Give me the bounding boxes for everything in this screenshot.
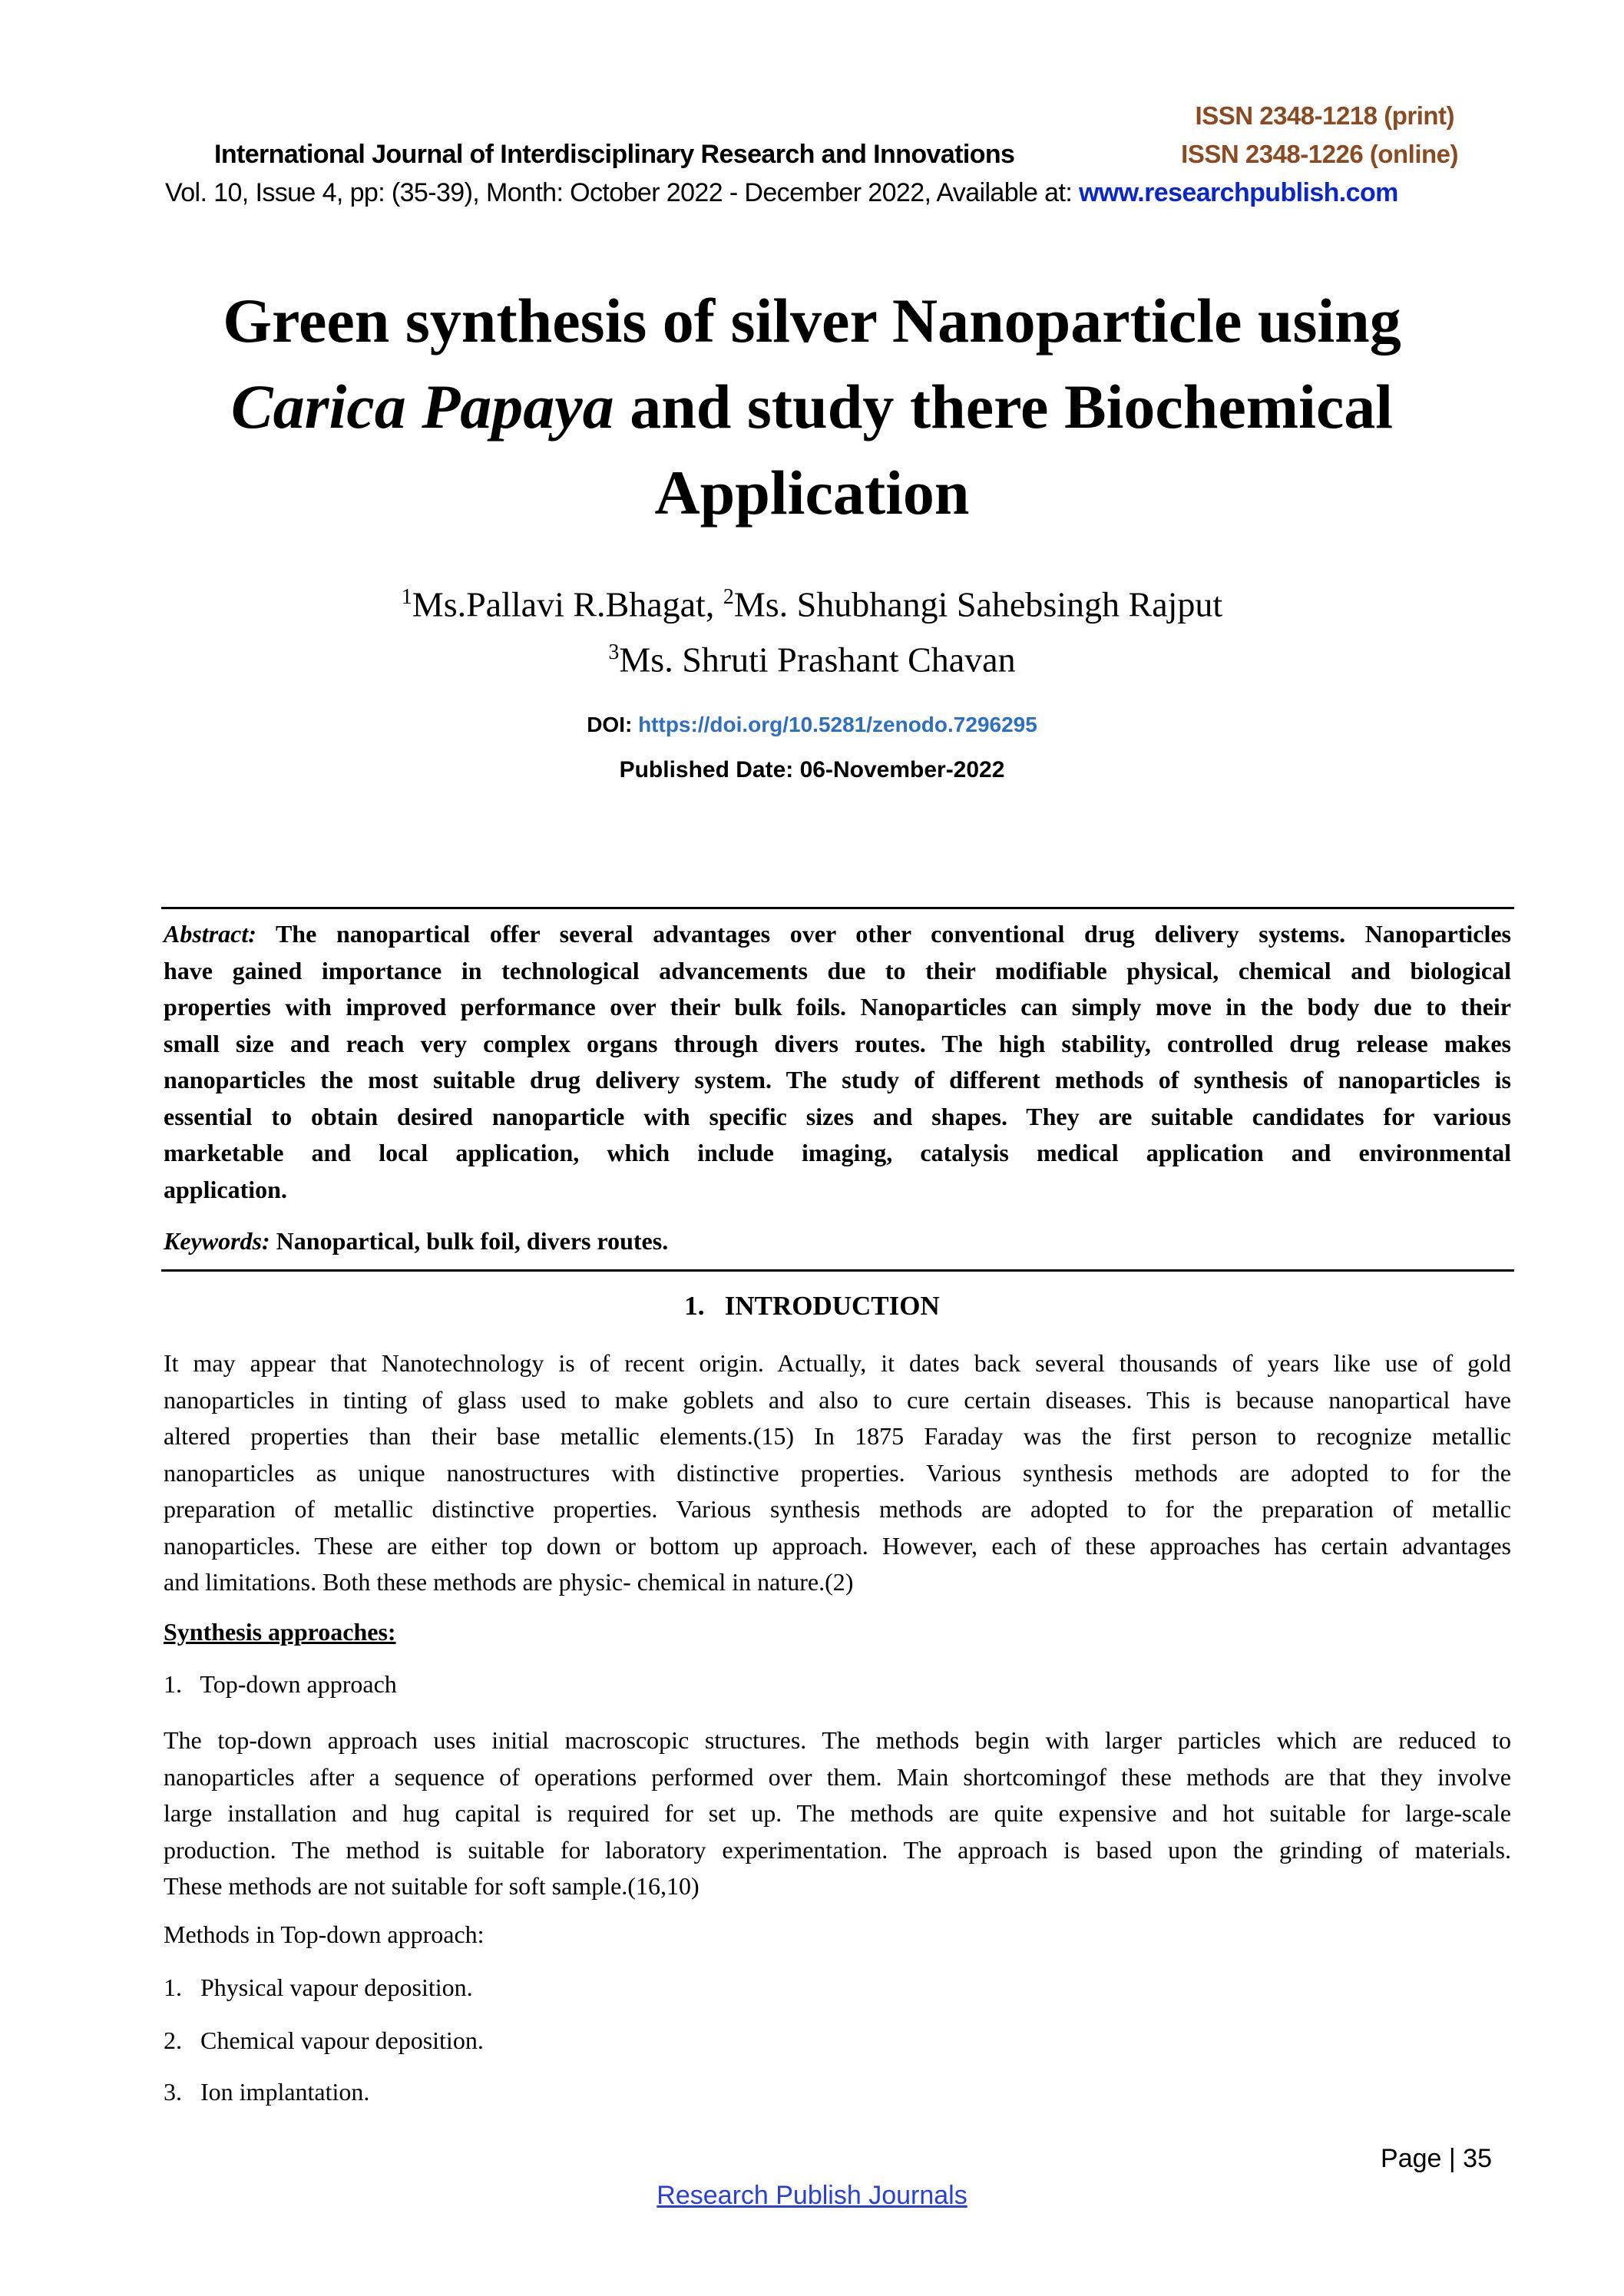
abstract-label: Abstract: bbox=[164, 920, 256, 948]
list-item: 2. Chemical vapour deposition. bbox=[164, 2026, 484, 2054]
abstract-line: nanoparticles the most suitable drug delivery system. The study of different methods of synthesis of nanoparticles is bbox=[164, 1066, 1511, 1093]
author: Ms. Shubhangi Sahebsingh Rajput bbox=[733, 584, 1223, 624]
topdown-paragraph bbox=[164, 1722, 1511, 1905]
methods-heading: Methods in Top-down approach: bbox=[164, 1921, 485, 1948]
abstract-line: have gained importance in technological advancements due to their modifiable physical, chemical and biological bbox=[164, 956, 1511, 984]
keywords-label: Keywords: bbox=[164, 1227, 270, 1255]
volume-info bbox=[165, 178, 1398, 208]
author-affil: 2 bbox=[723, 585, 734, 609]
text-line: large installation and hug capital is required for set up. The methods are quite expensive and hot suitable for large-scale bbox=[164, 1799, 1511, 1827]
paper-title bbox=[0, 278, 1624, 536]
abstract-line: essential to obtain desired nanoparticle with specific sizes and shapes. They are suitable candidates for various bbox=[164, 1102, 1511, 1130]
list-item: 1. Physical vapour deposition. bbox=[164, 1973, 473, 2001]
subheading: Synthesis approaches: bbox=[164, 1618, 396, 1646]
abstract-line: properties with improved performance over their bulk foils. Nanoparticles can simply move in the body due to their bbox=[164, 993, 1511, 1021]
authors bbox=[0, 573, 1624, 684]
keywords bbox=[164, 1223, 1511, 1260]
list-item: 1. Top-down approach bbox=[164, 1670, 397, 1698]
doi-link[interactable]: https://doi.org/10.5281/zenodo.7296295 bbox=[638, 713, 1037, 736]
abstract-line: marketable and local application, which include imaging, catalysis medical application and environmental bbox=[164, 1139, 1511, 1166]
keywords-text: Nanopartical, bulk foil, divers routes. bbox=[270, 1227, 669, 1255]
author-affil: 3 bbox=[608, 640, 620, 665]
text-line: nanoparticles after a sequence of operations performed over them. Main shortcomingof these methods are that they involve bbox=[164, 1762, 1511, 1791]
title-line: Green synthesis of silver Nanoparticle using bbox=[223, 286, 1401, 356]
text-line: nanoparticles as unique nanostructures with distinctive properties. Various synthesis methods are adopted to for the bbox=[164, 1458, 1511, 1487]
text-line: nanoparticles. These are either top down or bottom up approach. However, each of these approaches has certain advantages bbox=[164, 1531, 1511, 1560]
author: Ms. Shruti Prashant Chavan bbox=[619, 640, 1016, 680]
text-line: nanoparticles in tinting of glass used to make goblets and also to cure certain diseases. This is because nanopartical have bbox=[164, 1385, 1511, 1414]
title-line bbox=[0, 364, 1624, 450]
issn-print: ISSN 2348-1218 (print) bbox=[1195, 101, 1454, 130]
volume-text: Vol. 10, Issue 4, pp: (35-39), Month: October 2022 - December 2022, Available at: bbox=[165, 178, 1080, 207]
intro-paragraph bbox=[164, 1345, 1511, 1601]
website-link[interactable]: www.researchpublish.com bbox=[1079, 178, 1398, 207]
title-text: and study there Biochemical bbox=[614, 372, 1394, 442]
text-line: preparation of metallic distinctive properties. Various synthesis methods are adopted to for the preparation of metallic bbox=[164, 1495, 1511, 1523]
abstract bbox=[164, 916, 1511, 1208]
text-line: It may appear that Nanotechnology is of recent origin. Actually, it dates back several thousands of years like use of gold bbox=[164, 1349, 1511, 1377]
text-line: The top-down approach uses initial macroscopic structures. The methods begin with larger particles which are reduced to bbox=[164, 1726, 1511, 1754]
abstract-line: The nanopartical offer several advantages over other conventional drug delivery systems. Nanoparticles bbox=[256, 920, 1511, 948]
list-item: 3. Ion implantation. bbox=[164, 2078, 370, 2106]
text-line: These methods are not suitable for soft sample.(16,10) bbox=[164, 1872, 700, 1900]
text-line: production. The method is suitable for laboratory experimentation. The approach is based upon the grinding of materials. bbox=[164, 1835, 1511, 1864]
journal-name: International Journal of Interdisciplinary Research and Innovations bbox=[214, 140, 1015, 169]
text-line: altered properties than their base metallic elements.(15) In 1875 Faraday was the first person to recognize metallic bbox=[164, 1422, 1511, 1450]
published-date: Published Date: 06-November-2022 bbox=[619, 757, 1005, 782]
author-affil: 1 bbox=[401, 585, 412, 609]
author: Ms.Pallavi R.Bhagat, bbox=[412, 584, 723, 624]
text-line: and limitations. Both these methods are physic- chemical in nature.(2) bbox=[164, 1568, 854, 1596]
divider bbox=[161, 907, 1514, 909]
section-heading: 1. INTRODUCTION bbox=[684, 1291, 940, 1321]
title-line: Application bbox=[654, 458, 970, 528]
abstract-line: small size and reach very complex organs through divers routes. The high stability, controlled drug release makes bbox=[164, 1029, 1511, 1057]
divider bbox=[161, 1269, 1514, 1272]
species-name: Carica Papaya bbox=[230, 372, 614, 442]
doi-label: DOI: bbox=[587, 713, 639, 736]
page-number: Page | 35 bbox=[1381, 2144, 1492, 2173]
issn-online: ISSN 2348-1226 (online) bbox=[1181, 140, 1458, 168]
publisher-link[interactable]: Research Publish Journals bbox=[657, 2181, 967, 2210]
abstract-line: application. bbox=[164, 1175, 287, 1203]
doi bbox=[0, 713, 1624, 737]
